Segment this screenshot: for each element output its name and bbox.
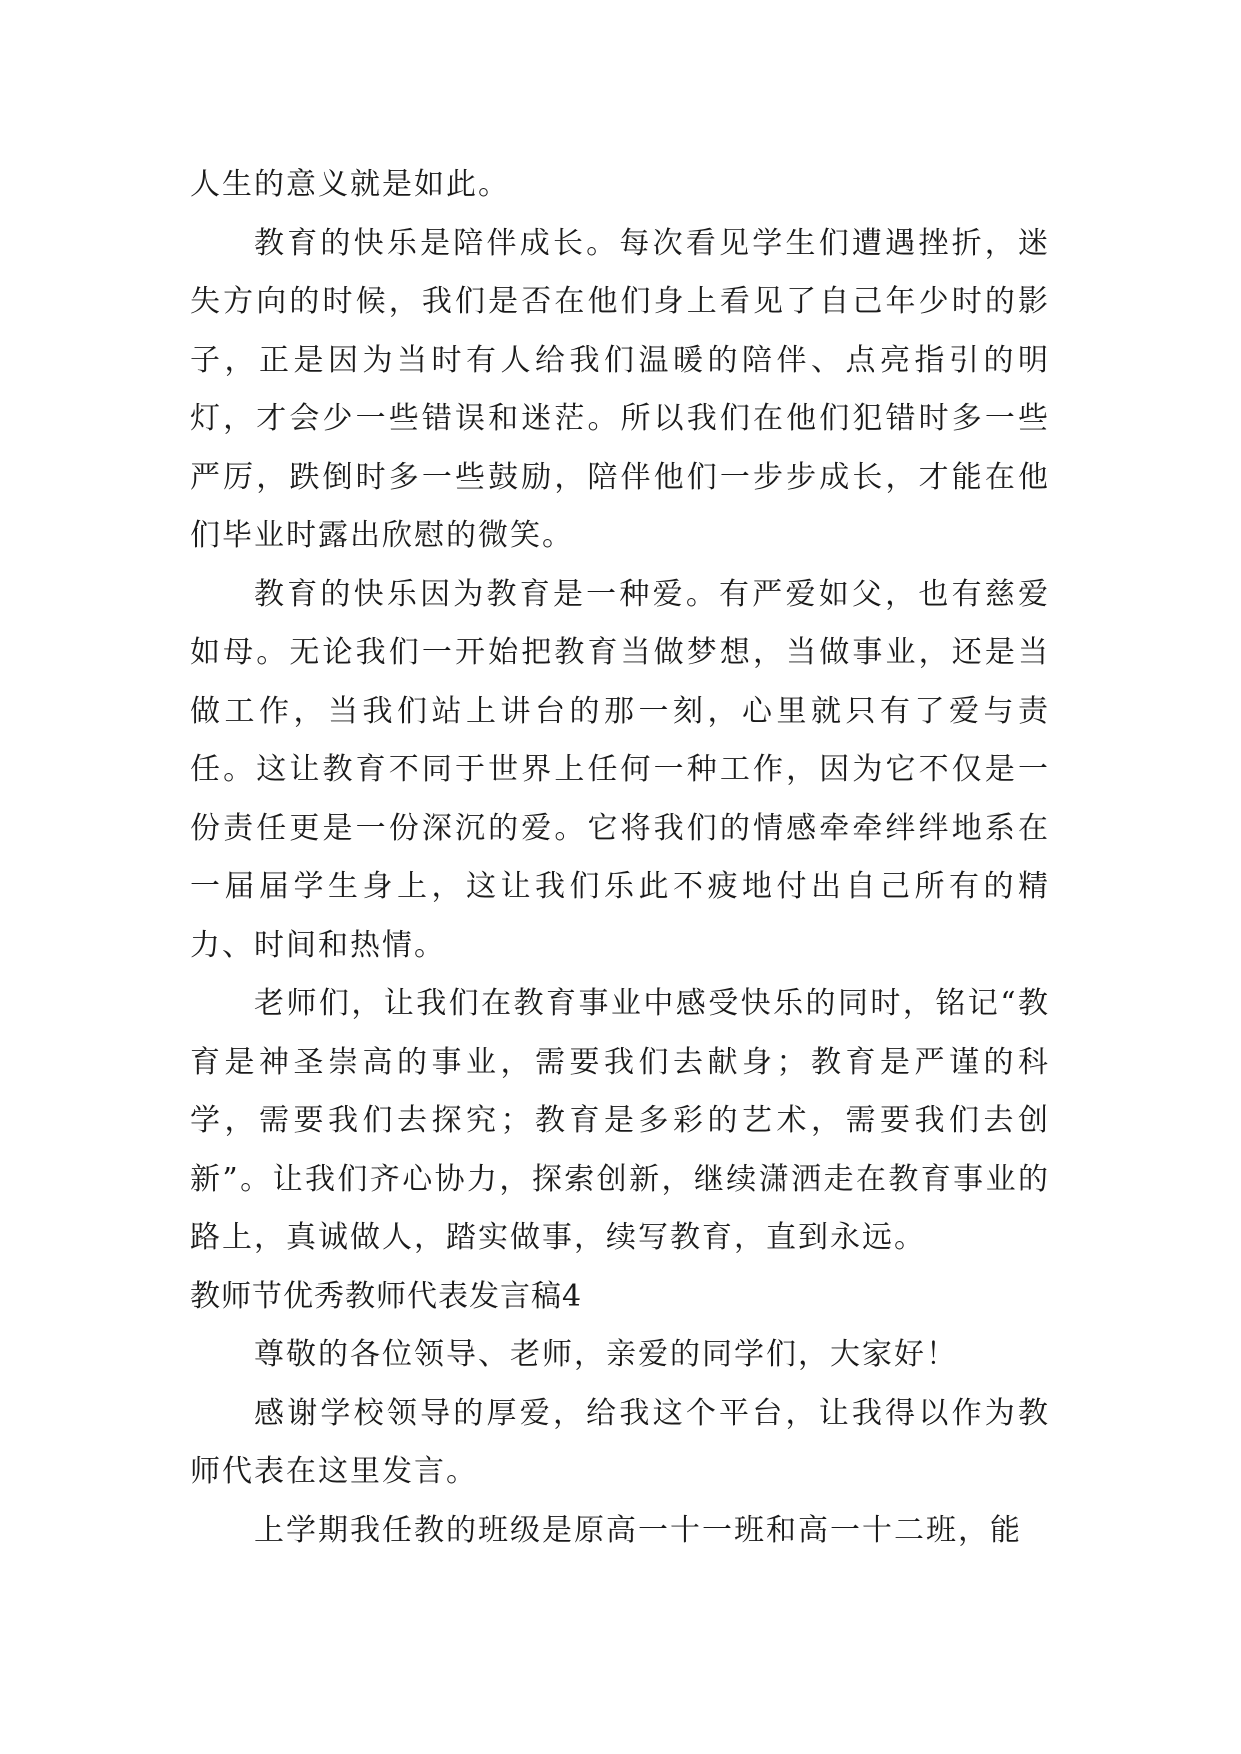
section-heading: 教师节优秀教师代表发言稿4: [190, 1278, 583, 1314]
document-body: [190, 156, 1050, 1560]
paragraph-education-love: 教育的快乐因为教育是一种爱。有严爱如父，也有慈爱如母。无论我们一开始把教育当做梦想，当做事业，还是当做工作，当我们站上讲台的那一刻，心里就只有了爱与责任。这让教育不同于世界上任何一种工作，因为它不仅是一份责任更是一份深沉的爱。它将我们的情感牵牵绊绊地系在一届届学生身上，这让我们乐此不疲地付出自己所有的精力、时间和热情。: [190, 576, 1050, 963]
paragraph-closing-appeal: 老师们，让我们在教育事业中感受快乐的同时，铭记“教育是神圣崇高的事业，需要我们去献身；教育是严谨的科学，需要我们去探究；教育是多彩的艺术，需要我们去创新”。让我们齐心协力，探索创新，继续潇洒走在教育事业的路上，真诚做人，踏实做事，续写教育，直到永远。: [190, 986, 1050, 1255]
paragraph-last-semester: 上学期我任教的班级是原高一十一班和高一十二班，能: [254, 1512, 1022, 1548]
paragraph-continuation: 人生的意义就是如此。: [190, 167, 510, 202]
paragraph-thanks: 感谢学校领导的厚爱，给我这个平台，让我得以作为教师代表在这里发言。: [190, 1395, 1050, 1489]
paragraph-greeting: 尊敬的各位领导、老师，亲爱的同学们，大家好！: [254, 1337, 958, 1372]
paragraph-companionship: 教育的快乐是陪伴成长。每次看见学生们遭遇挫折，迷失方向的时候，我们是否在他们身上看见了自己年少时的影子，正是因为当时有人给我们温暖的陪伴、点亮指引的明灯，才会少一些错误和迷茫。所以我们在他们犯错时多一些严厉，跌倒时多一些鼓励，陪伴他们一步步成长，才能在他们毕业时露出欣慰的微笑。: [190, 225, 1050, 553]
